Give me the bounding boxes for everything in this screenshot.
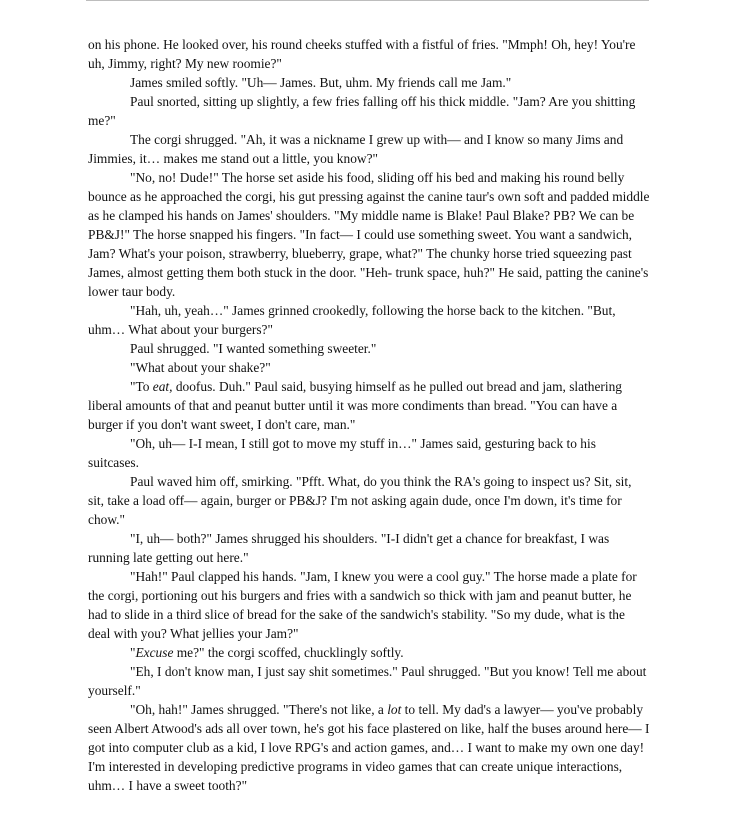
paragraph — [88, 168, 650, 301]
paragraph — [88, 301, 650, 339]
text-run: " — [130, 645, 136, 660]
text-run: "Oh, hah!" James shrugged. "There's not like, a — [130, 702, 388, 717]
text-run: "To — [130, 379, 153, 394]
text-run: James smiled softly. "Uh— James. But, uhm. My friends call me Jam." — [130, 75, 512, 90]
text-run: me?" the corgi scoffed, chucklingly softly. — [173, 645, 404, 660]
italic-text: eat, — [152, 379, 173, 394]
paragraph — [88, 35, 650, 73]
text-run: "I, uh— both?" James shrugged his shoulders. "I-I didn't get a chance for breakfast, I was running late getting out here." — [88, 531, 610, 565]
text-run: doofus. Duh." Paul said, busying himself as he pulled out bread and jam, slathering liberal amounts of that and peanut butter until it was more condiments than bread. "You can have a burger if you don't want sweet, I don't care, man." — [88, 379, 622, 432]
text-run: "Oh, uh— I-I mean, I still got to move my stuff in…" James said, gesturing back to his suitcases. — [88, 436, 596, 470]
paragraph — [88, 662, 650, 700]
italic-text: Excuse — [135, 645, 174, 660]
text-run: Paul shrugged. "I wanted something sweeter." — [130, 341, 377, 356]
text-run: The corgi shrugged. "Ah, it was a nickname I grew up with— and I know so many Jims and Jimmies, it… makes me stand out a little, you know?" — [88, 132, 624, 166]
paragraph — [88, 377, 650, 434]
paragraph — [88, 529, 650, 567]
paragraph — [88, 700, 650, 795]
paragraph — [88, 358, 650, 377]
text-run: Paul snorted, sitting up slightly, a few fries falling off his thick middle. "Jam? Are you shitting me?" — [88, 94, 636, 128]
text-run: "Eh, I don't know man, I just say shit sometimes." Paul shrugged. "But you know! Tell me about yourself." — [88, 664, 647, 698]
paragraph — [88, 92, 650, 130]
paragraph — [88, 567, 650, 643]
document-body — [88, 35, 650, 795]
top-divider — [86, 0, 649, 1]
text-run: to tell. My dad's a lawyer— you've probably seen Albert Atwood's ads all over town, he's got his face plastered on like, half the buses around here— I got into computer club as a kid, I love RPG's and action games, and… I want to make my own one day! I'm interested in developing predictive programs in video games that can create unique interactions, uhm… I have a sweet tooth?" — [88, 702, 650, 793]
text-run: "Hah, uh, yeah…" James grinned crookedly, following the horse back to the kitchen. "But, uhm… What about your burgers?" — [88, 303, 616, 337]
paragraph — [88, 643, 650, 662]
paragraph — [88, 73, 650, 92]
text-run: Paul waved him off, smirking. "Pfft. What, do you think the RA's going to inspect us? Sit, sit, sit, take a load off— again, burger or PB&J? I'm not asking again dude, once I'm down, it's time for chow." — [88, 474, 632, 527]
paragraph — [88, 130, 650, 168]
paragraph — [88, 472, 650, 529]
text-run: on his phone. He looked over, his round cheeks stuffed with a fistful of fries. "Mmph! Oh, hey! You're uh, Jimmy, right? My new roomie?" — [88, 37, 636, 71]
text-run: "No, no! Dude!" The horse set aside his food, sliding off his bed and making his round belly bounce as he approached the corgi, his gut pressing against the canine taur's own soft and padded middle as he clamped his hands on James' shoulders. "My middle name is Blake! Paul Blake? PB? We can be PB&J!" The horse snapped his fingers. "In fact— I could use something sweet. You want a sandwich, Jam? What's your poison, strawberry, blueberry, grape, what?" The chunky horse tried squeezing past James, almost getting them both stuck in the door. "Heh- trunk space, huh?" He said, patting the canine's lower taur body. — [88, 170, 650, 299]
paragraph — [88, 434, 650, 472]
text-run: "What about your shake?" — [130, 360, 271, 375]
italic-text: lot — [387, 702, 402, 717]
paragraph — [88, 339, 650, 358]
text-run: "Hah!" Paul clapped his hands. "Jam, I knew you were a cool guy." The horse made a plate for the corgi, portioning out his burgers and fries with a sandwich so thick with jam and peanut butter, he had to slide in a third slice of bread for the sake of the sandwich's stability. "So my dude, what is the deal with you? What jellies your Jam?" — [88, 569, 637, 641]
